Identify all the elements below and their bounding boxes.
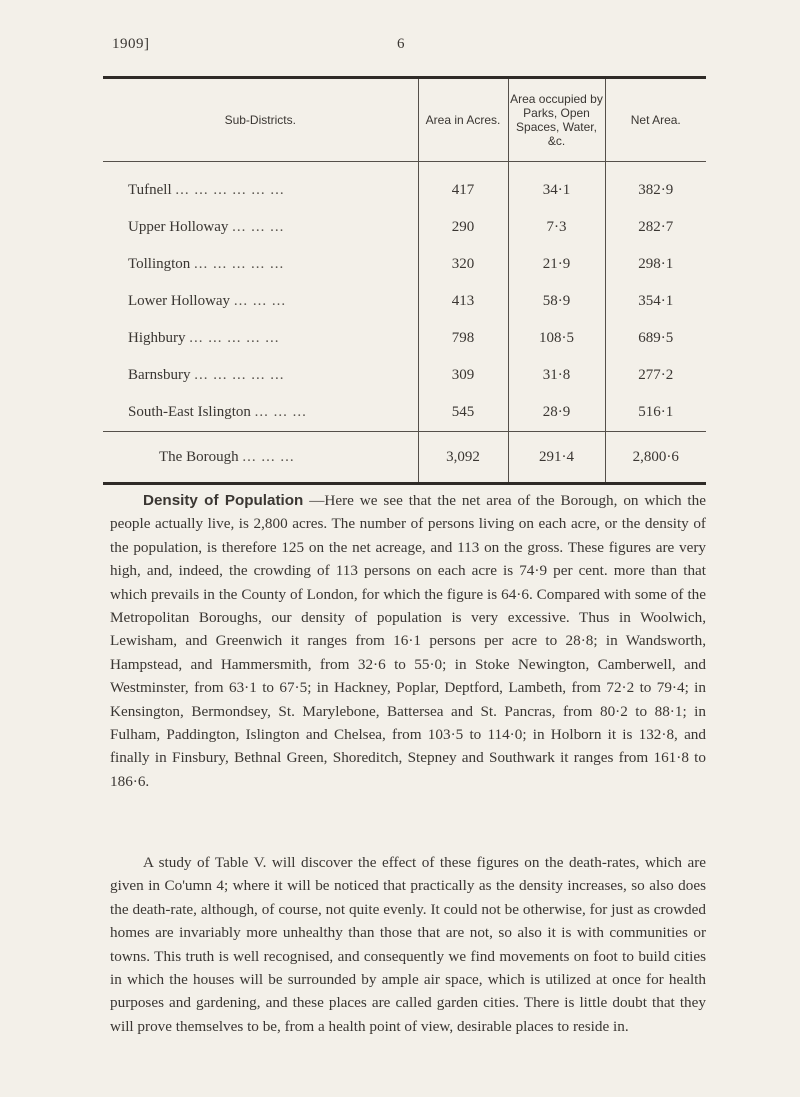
total-parks-cell: 291·4 <box>508 432 605 484</box>
row-name: Tollington <box>128 256 191 272</box>
table-row <box>103 246 706 283</box>
table-row <box>103 209 706 246</box>
row-name-cell <box>103 394 418 432</box>
parks-cell: 108·5 <box>508 320 605 357</box>
density-paragraph <box>110 489 706 793</box>
row-name: Barnsbury <box>128 367 191 383</box>
net-area-cell: 354·1 <box>605 283 706 320</box>
sub-districts-table <box>103 76 706 485</box>
total-area-cell: 3,092 <box>418 432 508 484</box>
leader-dots: ... ... ... ... ... ... <box>175 182 285 198</box>
parks-cell: 34·1 <box>508 162 605 210</box>
parks-cell: 31·8 <box>508 357 605 394</box>
density-heading: Density of Population <box>143 492 304 509</box>
area-cell: 417 <box>418 162 508 210</box>
row-name: Highbury <box>128 330 186 346</box>
row-name: Lower Holloway <box>128 293 231 309</box>
density-text: —Here we see that the net area of the Borough, on which the people actually live, is 2,800 acres. The number of persons living on each acre, or the density of the population, is therefore 125 on the net acreage, and 113 on the gross. These figures are very high, and, indeed, the crowding of 113 persons on each acre is 74·9 per cent. more than that which prevails in the County of London, for which the figure is 64·6. Compared with some of the Metropolitan Boroughs, our density of population is very excessive. Thus in Woolwich, Lewisham, and Greenwich it ranges from 16·1 persons per acre to 28·8; in Wandsworth, Hampstead, and Hammersmith, from 32·6 to 55·0; in Stoke Newington, Camberwell, and Westminster, from 63·1 to 67·5; in Hackney, Poplar, Deptford, Lambeth, from 72·2 to 79·4; in Kensington, Bermondsey, St. Marylebone, Battersea and St. Pancras, from 80·2 to 88·1; in Fulham, Paddington, Islington and Chelsea, from 103·5 to 114·0; in Holborn it is 132·8, and finally in Finsbury, Bethnal Green, Shoreditch, Stepney and Southwark it ranges from 161·8 to 186·6. <box>110 492 706 790</box>
table-row <box>103 394 706 432</box>
net-area-cell: 277·2 <box>605 357 706 394</box>
row-name-cell <box>103 320 418 357</box>
total-name-cell <box>103 432 418 484</box>
table-row <box>103 320 706 357</box>
parks-cell: 21·9 <box>508 246 605 283</box>
row-name: Tufnell <box>128 182 172 198</box>
row-name-cell <box>103 283 418 320</box>
leader-dots: ... ... ... <box>254 404 307 420</box>
area-cell: 320 <box>418 246 508 283</box>
row-name-cell <box>103 162 418 210</box>
area-cell: 545 <box>418 394 508 432</box>
leader-dots: ... ... ... <box>233 293 287 309</box>
area-cell: 798 <box>418 320 508 357</box>
column-header-sub-districts: Sub-Districts. <box>103 78 418 162</box>
table-row <box>103 283 706 320</box>
area-cell: 309 <box>418 357 508 394</box>
parks-cell: 28·9 <box>508 394 605 432</box>
death-rate-paragraph: A study of Table V. will discover the effect of these figures on the death-rates, which are given in Co'umn 4; where it will be noticed that practically as the density increases, so also does the death-rate, although, of course, not quite evenly. It could not be otherwise, for just as crowded homes are invariably more unhealthy than those that are not, so also it is with communities or towns. This truth is well recognised, and consequently we find movements on foot to build cities in which the houses will be surrounded by ample air space, which is utilized at once for health purposes and gardening, and these places are called garden cities. There is little doubt that they will prove themselves to be, from a health point of view, desirable places to reside in. <box>110 854 706 1035</box>
net-area-cell: 298·1 <box>605 246 706 283</box>
total-name: The Borough <box>159 448 239 465</box>
net-area-cell: 689·5 <box>605 320 706 357</box>
leader-dots: ... ... ... ... ... <box>194 367 285 383</box>
table-total-row <box>103 432 706 484</box>
row-name-cell <box>103 246 418 283</box>
leader-dots: ... ... ... ... ... <box>194 256 285 272</box>
area-cell: 290 <box>418 209 508 246</box>
net-area-cell: 516·1 <box>605 394 706 432</box>
leader-dots: ... ... ... <box>242 448 295 465</box>
row-name: Upper Holloway <box>128 219 229 235</box>
row-name: South-East Islington <box>128 404 251 420</box>
page-year: 1909] <box>112 36 150 52</box>
total-net-area-cell: 2,800·6 <box>605 432 706 484</box>
table-row <box>103 357 706 394</box>
column-header-area: Area in Acres. <box>418 78 508 162</box>
net-area-cell: 282·7 <box>605 209 706 246</box>
leader-dots: ... ... ... ... ... <box>189 330 280 346</box>
row-name-cell <box>103 209 418 246</box>
net-area-cell: 382·9 <box>605 162 706 210</box>
leader-dots: ... ... ... <box>232 219 285 235</box>
page-number: 6 <box>397 36 405 52</box>
table-header-row <box>103 78 706 162</box>
parks-cell: 7·3 <box>508 209 605 246</box>
parks-cell: 58·9 <box>508 283 605 320</box>
column-header-net-area: Net Area. <box>605 78 706 162</box>
area-cell: 413 <box>418 283 508 320</box>
row-name-cell <box>103 357 418 394</box>
column-header-parks: Area occupied by Parks, Open Spaces, Water, &c. <box>508 78 605 162</box>
table-row <box>103 162 706 210</box>
